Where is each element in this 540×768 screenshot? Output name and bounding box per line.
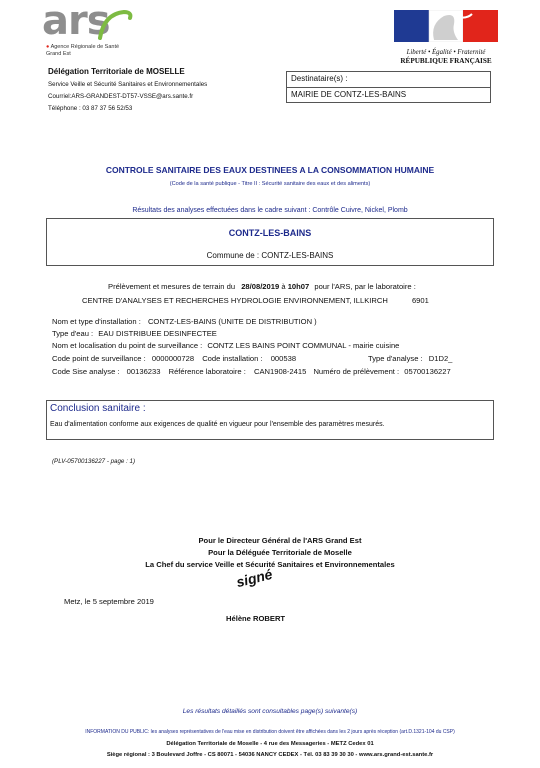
republique-logo — [394, 10, 498, 68]
sampling-line — [108, 282, 416, 291]
document-subtitle: (Code de la santé publique - Titre II : Sécurité sanitaire des eaux et des aliments) — [169, 181, 371, 187]
document-reference: (PLV-05700136227 - page : 1) — [52, 458, 136, 465]
code-point-label: Code point de surveillance : — [52, 354, 146, 363]
code-installation-value: 000538 — [270, 354, 297, 363]
commune-box — [46, 218, 494, 266]
sample-number-value: 05700136227 — [404, 367, 451, 376]
sise-code-value: 00136233 — [126, 367, 161, 376]
code-point-value: 0000000728 — [151, 354, 195, 363]
lab-line — [82, 296, 429, 305]
marianne-flag-icon — [394, 10, 498, 42]
analysis-type-value: D1D2_ — [428, 354, 453, 363]
sender-phone: Téléphone : 03 87 37 56 52/53 — [48, 105, 133, 112]
signature-line-1: Pour le Directeur Général de l'ARS Grand Est — [198, 536, 362, 545]
public-information: INFORMATION DU PUBLIC: les analyses représentatives de l'eau mise en distribution doivent être affichées dans les 2 jours après réception (art.D.1321-104 du CSP) — [85, 729, 455, 735]
installation-label: Nom et type d'installation : — [52, 317, 141, 326]
references-line — [52, 367, 451, 376]
sender-service: Service Veille et Sécurité Sanitaires et Environnementales — [48, 81, 208, 88]
water-type-label: Type d'eau : — [52, 329, 94, 338]
ars-logo-tagline-2: Grand Est — [46, 51, 71, 57]
installation-value: CONTZ-LES-BAINS (UNITE DE DISTRIBUTION ) — [147, 317, 317, 326]
installation-line — [52, 317, 317, 326]
commune-name: CONTZ-LES-BAINS — [228, 228, 312, 238]
code-installation-label: Code installation : — [202, 354, 263, 363]
republic-name: RÉPUBLIQUE FRANÇAISE — [400, 57, 492, 65]
conclusion-text: Eau d'alimentation conforme aux exigences de qualité en vigueur pour l'ensemble des paramètres mesurés. — [50, 421, 385, 428]
analysis-type-label: Type d'analyse : — [368, 354, 423, 363]
surveillance-point-line — [52, 341, 399, 350]
sender-email: Courriel:ARS-GRANDEST-DT57-VSSE@ars.sante.fr — [48, 93, 194, 100]
lab-name: CENTRE D'ANALYSES ET RECHERCHES HYDROLOGIE ENVIRONNEMENT, ILLKIRCH — [82, 296, 388, 305]
signer-name: Hélène ROBERT — [226, 614, 286, 623]
analysis-context: Résultats des analyses effectuées dans le cadre suivant : Contrôle Cuivre, Nickel, Plomb — [132, 207, 408, 214]
recipient-box — [286, 71, 491, 103]
conclusion-box — [46, 400, 494, 440]
commune-value: CONTZ-LES-BAINS — [261, 251, 334, 260]
ars-tagline-line1: Agence Régionale de Santé — [50, 44, 120, 50]
recipient-name: MAIRIE DE CONTZ-LES-BAINS — [291, 90, 407, 99]
sender-title: Délégation Territoriale de MOSELLE — [48, 67, 185, 76]
next-pages-note: Les résultats détaillés sont consultables page(s) suivante(s) — [182, 708, 358, 715]
lab-reference-value: CAN1908-2415 — [253, 367, 307, 376]
sampling-time-prefix: à — [281, 282, 286, 291]
codes-line — [52, 354, 492, 363]
recipient-label: Destinataire(s) : — [291, 74, 348, 83]
sample-number-label: Numéro de prélèvement : — [313, 367, 400, 376]
sampling-intro: Prélèvement et mesures de terrain du — [108, 282, 236, 291]
water-type-value: EAU DISTRIBUEE DESINFECTEE — [98, 329, 217, 338]
signature-stamp: signé — [234, 565, 274, 591]
sampling-date: 28/08/2019 — [241, 282, 280, 291]
ars-logo-dot-icon: ● — [46, 44, 50, 50]
document-title: CONTROLE SANITAIRE DES EAUX DESTINEES A LA CONSOMMATION HUMAINE — [105, 165, 435, 175]
footer-address-1: Délégation Territoriale de Moselle - 4 rue des Messageries - METZ Cedex 01 — [166, 741, 374, 747]
water-type-line — [52, 329, 217, 338]
commune-label: Commune de : — [206, 251, 260, 260]
sise-code-label: Code Sise analyse : — [52, 367, 120, 376]
lab-reference-label: Référence laboratoire : — [168, 367, 246, 376]
republic-motto: Liberté • Égalité • Fraternité — [406, 49, 486, 56]
place-date: Metz, le 5 septembre 2019 — [64, 597, 154, 606]
surveillance-point-label: Nom et localisation du point de surveillance : — [52, 341, 203, 350]
ars-green-swoosh-icon — [94, 8, 134, 48]
footer-address-2: Siège régional : 3 Boulevard Joffre - CS 80071 - 54036 NANCY CEDEX - Tél. 03 83 39 30 30 - www.ars.grand-est.sante.fr — [106, 752, 434, 758]
commune-line — [47, 251, 493, 260]
lab-code: 6901 — [411, 296, 429, 305]
sampling-suffix: pour l'ARS, par le laboratoire : — [314, 282, 416, 291]
surveillance-point-value: CONTZ LES BAINS POINT COMMUNAL - mairie cuisine — [207, 341, 400, 350]
signature-line-2: Pour la Déléguée Territoriale de Moselle — [208, 548, 352, 557]
ars-logo-letters: ars — [42, 0, 110, 44]
conclusion-title: Conclusion sanitaire : — [50, 403, 146, 414]
signature-line-3: La Chef du service Veille et Sécurité Sanitaires et Environnementales — [145, 560, 395, 569]
sampling-time: 10h07 — [287, 282, 310, 291]
